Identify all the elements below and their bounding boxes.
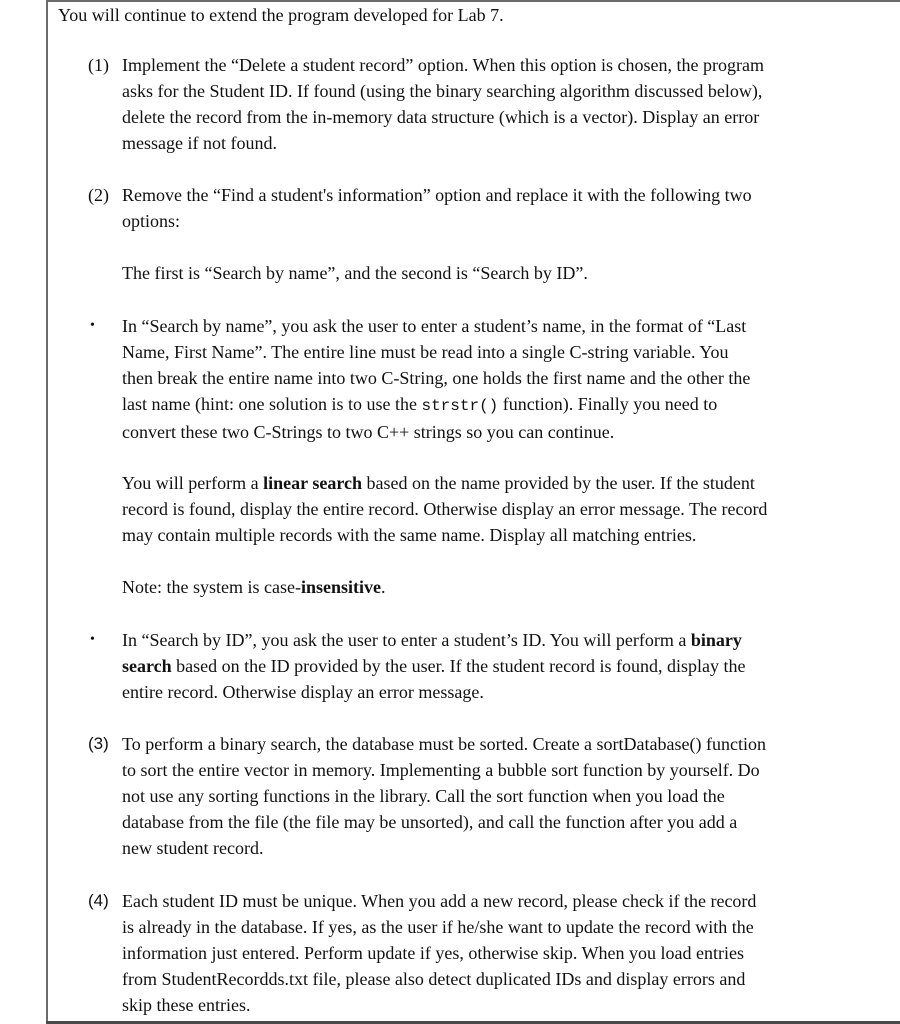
bullet-name-line [122,391,834,419]
note-before: Note: the system is case- [122,577,301,597]
linear-before: You will perform a [122,473,264,493]
id-line1-before: In “Search by ID”, you ask the user to enter a student’s ID. You will perform a [122,630,691,650]
linear-search-paragraph [122,470,834,548]
insensitive-bold: insensitive [300,577,381,597]
item-4-line: Each student ID must be unique. When you add a new record, please check if the record [122,891,757,911]
linear-search-bold: linear search [263,473,362,493]
id-line2-after: based on the ID provided by the user. If the student record is found, display the [171,656,746,676]
left-border [46,0,48,1024]
hint-text-after: function). Finally you need to [498,394,718,414]
bullet-name-text [122,313,834,445]
item-1-line: message if not found. [122,133,277,153]
hint-text-before: last name (hint: one solution is to use the [122,394,422,414]
note-after: . [380,577,386,597]
item-4-line: is already in the database. If yes, as the user if he/she want to update the record with the [122,917,754,937]
item-1-text [122,52,834,156]
bullet-id-text [122,627,834,705]
intro-text: You will continue to extend the program developed for Lab 7. [58,5,504,25]
options-line: The first is “Search by name”, and the second is “Search by ID”. [122,263,588,283]
item-1-line: Implement the “Delete a student record” option. When this option is chosen, the program [122,55,764,75]
item-4-line: from StudentRecordds.txt file, please also detect duplicated IDs and display errors and [122,969,746,989]
search-bold: search [122,656,172,676]
item-4-number: (4) [88,891,109,910]
item-3-text [122,731,834,861]
case-note-line [122,574,834,600]
item-2-line: Remove the “Find a student's information” option and replace it with the following two [122,185,752,205]
linear-search-line: record is found, display the entire record. Otherwise display an error message. The record [122,499,768,519]
item-2-number: (2) [88,185,109,205]
item-2-line: options: [122,211,181,231]
item-3-line: new student record. [122,838,264,858]
bullet-id-line [122,627,834,653]
case-note [122,574,834,600]
bullet-id-line [122,653,834,679]
bullet-name-line: In “Search by name”, you ask the user to enter a student’s name, in the format of “Last [122,316,747,336]
item-3-line: to sort the entire vector in memory. Implementing a bubble sort function by yourself. Do [122,760,760,780]
bullet-id-line: entire record. Otherwise display an error message. [122,682,484,702]
item-1-line: asks for the Student ID. If found (using the binary searching algorithm discussed below), [122,81,763,101]
item-4-line: skip these entries. [122,995,251,1015]
bullet-name-line: convert these two C-Strings to two C++ strings so you can continue. [122,422,615,442]
item-1-number: (1) [88,55,109,75]
binary-bold: binary [690,630,742,650]
item-3-line: To perform a binary search, the database must be sorted. Create a sortDatabase() function [122,734,766,754]
bullet-id-marker: • [90,632,95,647]
item-1-line: delete the record from the in-memory data structure (which is a vector). Display an error [122,107,760,127]
item-3-number: (3) [88,734,109,753]
item-4-line: information just entered. Perform update if yes, otherwise skip. When you load entries [122,943,745,963]
linear-after: based on the name provided by the user. If the student [362,473,755,493]
bullet-name-line: then break the entire name into two C-String, one holds the first name and the other the [122,368,751,388]
bullet-name-marker: • [90,318,95,333]
item-2-text [122,182,834,234]
item-4-text [122,888,834,1018]
strstr-code: strstr() [421,397,499,415]
bullet-name-line: Name, First Name”. The entire line must be read into a single C-string variable. You [122,342,729,362]
linear-search-line: may contain multiple records with the same name. Display all matching entries. [122,525,697,545]
item-3-line: not use any sorting functions in the library. Call the sort function when you load the [122,786,725,806]
linear-search-line [122,470,834,496]
item-3-line: database from the file (the file may be unsorted), and call the function after you add a [122,812,738,832]
